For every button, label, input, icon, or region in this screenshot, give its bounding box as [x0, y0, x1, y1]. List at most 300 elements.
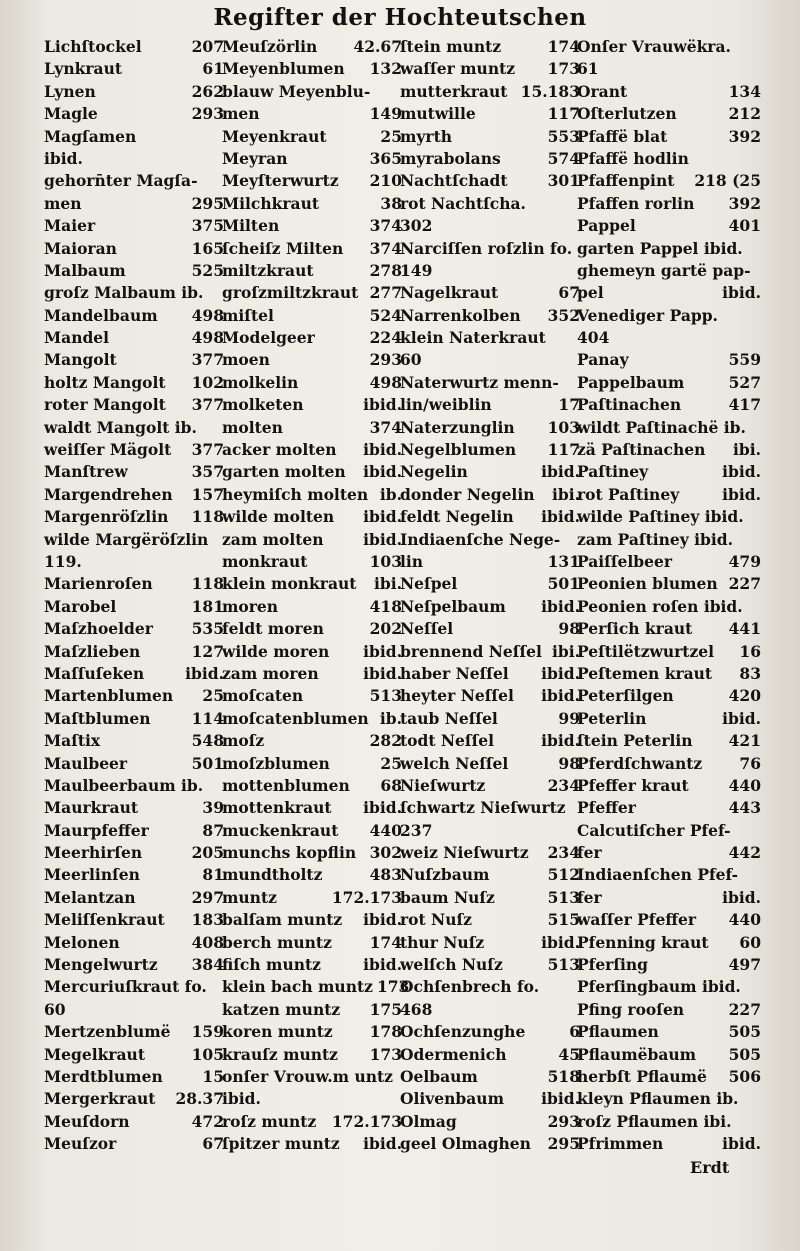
entry-term: moſzblumen [222, 753, 330, 773]
index-entry [400, 349, 580, 371]
index-entry [44, 238, 224, 260]
entry-page-ref: 277 [369, 283, 402, 303]
entry-term: ſchwartz Nieſwurtz [400, 798, 566, 818]
index-entry [577, 260, 761, 282]
index-entry [44, 1133, 224, 1155]
entry-page-ref: 25 [380, 753, 402, 773]
entry-term: Meerhirſen [44, 843, 143, 863]
entry-page-ref: ibi. [551, 484, 580, 504]
index-entry [44, 887, 224, 909]
index-entry [400, 305, 580, 327]
index-entry [222, 864, 402, 886]
entry-term: mottenblumen [222, 775, 350, 795]
entry-term: 60 [400, 350, 422, 370]
index-entry [400, 909, 580, 931]
entry-term: Oelbaum [400, 1066, 478, 1086]
index-entry [222, 372, 402, 394]
entry-term: klein Naterkraut [400, 328, 546, 348]
entry-term: weiz Nieſwurtz [400, 843, 529, 863]
entry-term: Pflaumen [577, 1022, 659, 1042]
index-entry [44, 954, 224, 976]
entry-page-ref: ibi. [551, 641, 580, 661]
index-entry [44, 797, 224, 819]
index-entry [400, 417, 580, 439]
index-entry [44, 708, 224, 730]
entry-term: feldt Negelin [400, 507, 514, 527]
entry-page-ref: 301 [547, 171, 580, 191]
entry-term: Maulbeer [44, 753, 128, 773]
entry-page-ref: 149 [369, 104, 402, 124]
entry-page-ref: 16 [739, 641, 761, 661]
entry-page-ref: 99 [558, 708, 580, 728]
index-entry [400, 506, 580, 528]
index-entry [222, 417, 402, 439]
entry-page-ref: 83 [739, 663, 761, 683]
entry-page-ref: 377 [191, 350, 224, 370]
index-entry [44, 170, 224, 192]
entry-page-ref: 118 [191, 507, 224, 527]
entry-term: Maurpfeffer [44, 820, 149, 840]
index-entry [44, 685, 224, 707]
entry-page-ref: 60 [739, 932, 761, 952]
entry-page-ref: 357 [191, 462, 224, 482]
entry-page-ref: 524 [369, 305, 402, 325]
entry-term: Margenröſzlin [44, 507, 169, 527]
index-entry [44, 529, 224, 551]
entry-term: ibid. [222, 1089, 261, 1109]
entry-term: kleyn Pflaumen ib. [577, 1089, 739, 1109]
index-entry [577, 842, 761, 864]
index-entry [44, 439, 224, 461]
entry-page-ref: 295 [547, 1134, 580, 1154]
entry-term: Pfaffë blat [577, 126, 668, 146]
entry-page-ref: 131 [547, 551, 580, 571]
entry-term: 119. [44, 551, 82, 571]
entry-page-ref: ib. [379, 484, 402, 504]
entry-term: Peterlin [577, 708, 647, 728]
index-entry [577, 708, 761, 730]
index-entry [44, 282, 224, 304]
entry-term: Peſtilëtzwurtzel [577, 641, 715, 661]
index-entry [577, 641, 761, 663]
entry-term: wilde Paſtiney ibid. [577, 507, 744, 527]
entry-page-ref: 420 [728, 686, 761, 706]
index-entry [400, 126, 580, 148]
index-entry [222, 685, 402, 707]
entry-term: Meyran [222, 148, 288, 168]
index-entry [400, 238, 580, 260]
entry-page-ref: 132 [369, 59, 402, 79]
entry-page-ref: 483 [369, 865, 402, 885]
entry-term: mottenkraut [222, 798, 332, 818]
entry-page-ref: ibid. [541, 932, 580, 952]
index-entry [44, 663, 224, 685]
entry-term: fer [577, 843, 602, 863]
index-entry [577, 148, 761, 170]
index-entry [44, 417, 224, 439]
entry-page-ref: 67 [558, 283, 580, 303]
index-entry [577, 170, 761, 192]
index-entry [222, 215, 402, 237]
entry-term: Maurkraut [44, 798, 139, 818]
index-entry [222, 506, 402, 528]
entry-page-ref: 559 [728, 350, 761, 370]
entry-term: moſcaten [222, 686, 304, 706]
entry-term: Peterſilgen [577, 686, 674, 706]
index-entry [577, 506, 761, 528]
entry-page-ref: ibid. [363, 910, 402, 930]
index-entry [400, 708, 580, 730]
entry-term: klein bach muntz [222, 977, 373, 997]
entry-term: 237 [400, 820, 433, 840]
entry-term: Pfrimmen [577, 1134, 664, 1154]
index-entry [44, 909, 224, 931]
entry-page-ref: 501 [191, 753, 224, 773]
entry-page-ref: 498 [369, 372, 402, 392]
entry-term: heymiſch molten [222, 484, 369, 504]
entry-term: Pfaffenpint [577, 171, 675, 191]
index-column-3 [400, 36, 580, 1156]
entry-term: miltzkraut [222, 260, 314, 280]
entry-term: Milten [222, 216, 280, 236]
entry-page-ref: 374 [369, 238, 402, 258]
index-entry [222, 708, 402, 730]
entry-term: Nuſzbaum [400, 865, 490, 885]
entry-term: Narciſſen roſzlin fo. [400, 238, 573, 258]
index-entry [44, 81, 224, 103]
entry-term: balſam muntz [222, 910, 343, 930]
index-entry [222, 461, 402, 483]
entry-term: moen [222, 350, 270, 370]
entry-term: Melantzan [44, 887, 136, 907]
entry-page-ref: 205 [191, 843, 224, 863]
index-column-1 [44, 36, 224, 1156]
entry-term: thur Nuſz [400, 932, 485, 952]
entry-page-ref: 105 [191, 1044, 224, 1064]
index-entry [44, 1066, 224, 1088]
index-entry [400, 618, 580, 640]
entry-term: men [44, 193, 82, 213]
index-entry [400, 797, 580, 819]
entry-term: Maſtix [44, 731, 101, 751]
index-entry [222, 103, 402, 125]
entry-term: Marobel [44, 596, 117, 616]
entry-page-ref: ib. [379, 708, 402, 728]
entry-term: Manſtrew [44, 462, 128, 482]
index-entry [577, 999, 761, 1021]
index-entry [222, 730, 402, 752]
entry-page-ref: 76 [739, 753, 761, 773]
index-entry [44, 551, 224, 573]
entry-term: Margendrehen [44, 484, 173, 504]
entry-page-ref: 175 [369, 999, 402, 1019]
index-entry [577, 394, 761, 416]
entry-term: Neſſel [400, 619, 454, 639]
index-entry [44, 753, 224, 775]
entry-term: Negelblumen [400, 440, 517, 460]
entry-term: ibid. [44, 148, 83, 168]
entry-page-ref: 159 [191, 1022, 224, 1042]
entry-term: holtz Mangolt [44, 372, 166, 392]
index-entry [400, 394, 580, 416]
entry-page-ref: 377 [191, 440, 224, 460]
entry-page-ref: 408 [191, 932, 224, 952]
index-entry [577, 327, 761, 349]
entry-term: wilde moren [222, 641, 330, 661]
index-entry [222, 148, 402, 170]
index-entry [577, 372, 761, 394]
entry-page-ref: 375 [191, 216, 224, 236]
entry-term: Paſtinachen [577, 395, 682, 415]
entry-term: muntz [222, 887, 277, 907]
entry-term: gehorn̄ter Magſa- [44, 171, 198, 191]
entry-term: Magle [44, 104, 98, 124]
entry-term: Mertzenblumë [44, 1022, 171, 1042]
entry-page-ref: 377 [191, 395, 224, 415]
entry-page-ref: 25 [202, 686, 224, 706]
index-entry [44, 461, 224, 483]
index-column-2 [222, 36, 410, 1156]
index-entry [577, 417, 761, 439]
index-entry [577, 775, 761, 797]
entry-term: Olivenbaum [400, 1089, 504, 1109]
entry-page-ref: ibid. [185, 663, 224, 683]
index-entry [400, 820, 580, 842]
index-entry [400, 215, 580, 237]
index-entry [222, 36, 402, 58]
index-entry [44, 1111, 224, 1133]
index-entry [400, 484, 580, 506]
index-entry [222, 909, 402, 931]
index-entry [577, 81, 761, 103]
entry-term: 149 [400, 260, 433, 280]
entry-term: myrth [400, 126, 453, 146]
entry-page-ref: 183 [191, 910, 224, 930]
entry-page-ref: 39 [202, 798, 224, 818]
entry-term: klein monkraut [222, 574, 357, 594]
entry-term: Neſpelbaum [400, 596, 506, 616]
entry-term: moren [222, 596, 279, 616]
entry-term: todt Neſſel [400, 731, 495, 751]
entry-term: Pfaffen rorlin [577, 193, 695, 213]
entry-term: Indiaenſchen Pfef- [577, 865, 739, 885]
entry-page-ref: ibid. [722, 708, 761, 728]
entry-term: groſz Malbaum ib. [44, 283, 204, 303]
entry-term: Nieſwurtz [400, 775, 486, 795]
entry-page-ref: 505 [728, 1044, 761, 1064]
entry-page-ref: 81 [202, 865, 224, 885]
index-entry [44, 126, 224, 148]
entry-term: fer [577, 887, 602, 907]
entry-term: moſcatenblumen [222, 708, 369, 728]
index-entry [577, 439, 761, 461]
index-entry [44, 394, 224, 416]
entry-term: men [222, 104, 260, 124]
entry-term: Maioran [44, 238, 117, 258]
index-entry [222, 797, 402, 819]
index-entry [44, 260, 224, 282]
index-entry [44, 641, 224, 663]
index-column-4 [577, 36, 761, 1156]
entry-page-ref: ibid. [541, 507, 580, 527]
index-entry [222, 126, 402, 148]
entry-term: Nachtſchadt [400, 171, 508, 191]
entry-term: molten [222, 417, 283, 437]
entry-term: heyter Neſſel [400, 686, 514, 706]
entry-term: Ochſenzunghe [400, 1022, 526, 1042]
entry-term: Pferſing [577, 955, 649, 975]
entry-term: Maulbeerbaum ib. [44, 775, 204, 795]
entry-term: blauw Meyenblu- [222, 81, 371, 101]
entry-term: Paiſſelbeer [577, 551, 672, 571]
entry-page-ref: 134 [728, 81, 761, 101]
index-entry [222, 349, 402, 371]
entry-term: Martenblumen [44, 686, 174, 706]
entry-page-ref: 278 [369, 260, 402, 280]
index-entry [577, 1021, 761, 1043]
entry-page-ref: ibid. [722, 887, 761, 907]
index-entry [577, 529, 761, 551]
index-entry [222, 641, 402, 663]
index-entry [577, 238, 761, 260]
entry-term: zam molten [222, 529, 324, 549]
entry-page-ref: 61 [202, 59, 224, 79]
index-entry [400, 282, 580, 304]
index-entry [44, 618, 224, 640]
entry-term: koren muntz [222, 1022, 333, 1042]
entry-page-ref: 28.37 [175, 1089, 224, 1109]
entry-term: molkelin [222, 372, 299, 392]
index-entry [222, 573, 402, 595]
entry-page-ref: ibid. [363, 663, 402, 683]
index-entry [400, 58, 580, 80]
entry-term: Naterwurtz menn- [400, 372, 559, 392]
index-entry [400, 753, 580, 775]
index-entry [577, 1133, 761, 1155]
entry-page-ref: 227 [728, 999, 761, 1019]
entry-term: 404 [577, 328, 610, 348]
entry-page-ref: 173 [547, 59, 580, 79]
index-entry [222, 282, 402, 304]
index-entry [44, 58, 224, 80]
entry-page-ref: 38 [380, 193, 402, 213]
entry-page-ref: ibid. [722, 484, 761, 504]
entry-page-ref: 293 [191, 104, 224, 124]
entry-page-ref: 45 [558, 1044, 580, 1064]
index-entry [222, 887, 402, 909]
index-entry [400, 954, 580, 976]
index-entry [400, 1111, 580, 1133]
entry-term: Narrenkolben [400, 305, 521, 325]
entry-page-ref: 527 [728, 372, 761, 392]
entry-term: ſtein muntz [400, 37, 502, 56]
entry-page-ref: 401 [728, 216, 761, 236]
entry-term: roter Mangolt [44, 395, 166, 415]
index-entry [400, 439, 580, 461]
index-entry [44, 842, 224, 864]
entry-page-ref: 172.173 [331, 1111, 402, 1131]
index-entry [400, 775, 580, 797]
index-entry [222, 999, 402, 1021]
index-entry [577, 58, 761, 80]
index-entry [44, 349, 224, 371]
entry-page-ref: 506 [728, 1066, 761, 1086]
entry-page-ref: 98 [558, 619, 580, 639]
entry-term: onſer Vrouw.m untz [222, 1066, 393, 1086]
entry-term: muckenkraut [222, 820, 339, 840]
entry-term: wilde Margëröſzlin [44, 529, 209, 549]
index-entry [400, 170, 580, 192]
entry-term: Maſzhoelder [44, 619, 153, 639]
entry-term: Indiaenſche Nege- [400, 529, 561, 549]
entry-page-ref: ibid. [541, 1089, 580, 1109]
index-entry [577, 573, 761, 595]
entry-term: ſpitzer muntz [222, 1134, 340, 1154]
entry-page-ref: 42.67 [353, 37, 402, 56]
entry-page-ref: 103 [547, 417, 580, 437]
entry-page-ref: ibid. [363, 462, 402, 482]
entry-page-ref: 392 [728, 126, 761, 146]
entry-page-ref: 513 [369, 686, 402, 706]
entry-page-ref: 513 [547, 887, 580, 907]
entry-page-ref: 302 [369, 843, 402, 863]
entry-term: Maſtblumen [44, 708, 151, 728]
entry-page-ref: 374 [369, 216, 402, 236]
entry-term: mutterkraut [400, 81, 508, 101]
entry-term: Marienroſen [44, 574, 153, 594]
entry-page-ref: ibid. [363, 1134, 402, 1154]
entry-term: ſtein Peterlin [577, 731, 693, 751]
entry-term: Meliſſenkraut [44, 910, 165, 930]
entry-term: Magſamen [44, 126, 137, 146]
entry-term: Peonien blumen [577, 574, 718, 594]
entry-term: Merdtblumen [44, 1066, 163, 1086]
entry-page-ref: 157 [191, 484, 224, 504]
entry-term: katzen muntz [222, 999, 341, 1019]
catchword: Erdt [690, 1158, 730, 1177]
index-entry [222, 260, 402, 282]
entry-term: Modelgeer [222, 328, 315, 348]
index-entry [577, 753, 761, 775]
entry-term: herbſt Pflaumë [577, 1066, 707, 1086]
entry-term: Pappelbaum [577, 372, 685, 392]
index-entry [222, 618, 402, 640]
entry-page-ref: 384 [191, 955, 224, 975]
entry-page-ref: 352 [547, 305, 580, 325]
entry-term: groſzmiltzkraut [222, 283, 359, 303]
entry-term: Pfing rooſen [577, 999, 685, 1019]
index-entry [222, 1066, 402, 1088]
entry-term: Melonen [44, 932, 120, 952]
entry-term: mundtholtz [222, 865, 323, 885]
index-entry [577, 305, 761, 327]
index-entry [222, 394, 402, 416]
entry-page-ref: 512 [547, 865, 580, 885]
entry-term: Orant [577, 81, 628, 101]
entry-page-ref: 127 [191, 641, 224, 661]
entry-page-ref: 181 [191, 596, 224, 616]
entry-page-ref: 234 [547, 775, 580, 795]
entry-term: Peſtemen kraut [577, 663, 713, 683]
index-entry [400, 529, 580, 551]
entry-page-ref: 297 [191, 887, 224, 907]
entry-page-ref: 118 [191, 574, 224, 594]
index-entry [400, 148, 580, 170]
entry-term: Pfaffë hodlin [577, 148, 689, 168]
entry-page-ref: 173 [376, 977, 410, 997]
entry-page-ref: ibid. [722, 283, 761, 303]
entry-term: roſz Pflaumen ibi. [577, 1111, 732, 1131]
